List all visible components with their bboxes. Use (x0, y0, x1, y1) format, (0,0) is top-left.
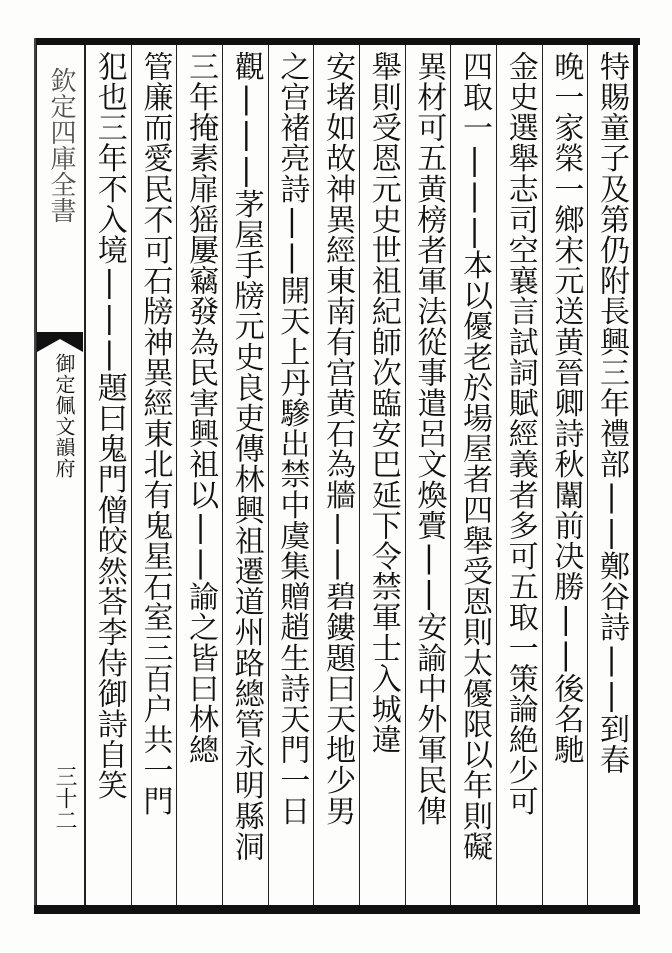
fish-tail-mark-icon (37, 332, 83, 352)
text-column-3: 金史選舉志司空襄言試詞賦經義者多可五取一策論絶少可 (496, 45, 542, 905)
margin-book-title: 御定佩文韻府 (52, 353, 76, 479)
text-column-9: 觀|||茅屋手牓元史良吏傳林興祖遷道州路總管永明縣洞 (222, 45, 268, 905)
text-column-6: 舉則受恩元史世祖紀師次臨安巴延下令禁軍士入城違 (359, 45, 405, 905)
folio-number: 三十二 (52, 765, 77, 831)
center-fold-margin (36, 45, 85, 905)
top-frame-rule (34, 38, 640, 45)
text-column-5: 異材可五黄榜者軍法從事遣呂文煥賷||安諭中外軍民俾 (405, 45, 451, 905)
text-column-1: 特賜童子及第仍附長興三年禮部||鄭谷詩||到春 (587, 45, 633, 905)
text-column-7: 安堵如故神異經東南有宫黄石為牆||碧鏤題曰天地少男 (313, 45, 359, 905)
text-column-2: 晚一家榮一鄉宋元送黄晉卿詩秋闈前决勝||後名馳 (542, 45, 588, 905)
text-column-4: 四取一|||本以優老於場屋者四舉受恩則太優限以年則礙 (450, 45, 496, 905)
text-column-12: 犯也三年不入境|||題曰鬼門僧皎然荅李侍御詩自笑 (85, 45, 131, 905)
text-column-8: 之宫褚亮詩||開天上丹驂出禁中虞集贈趙生詩天門一日 (268, 45, 314, 905)
text-column-11: 管廉而愛民不可石牓神異經東北有鬼星石室三百户共一門 (131, 45, 177, 905)
text-column-10: 三年掩素扉猺屢竊發為民害興祖以||諭之皆曰林總 (176, 45, 222, 905)
bottom-frame-rule (34, 905, 640, 914)
margin-series-title: 欽定四庫全書 (46, 67, 76, 223)
text-columns (85, 45, 633, 905)
right-frame-rule (633, 38, 638, 914)
